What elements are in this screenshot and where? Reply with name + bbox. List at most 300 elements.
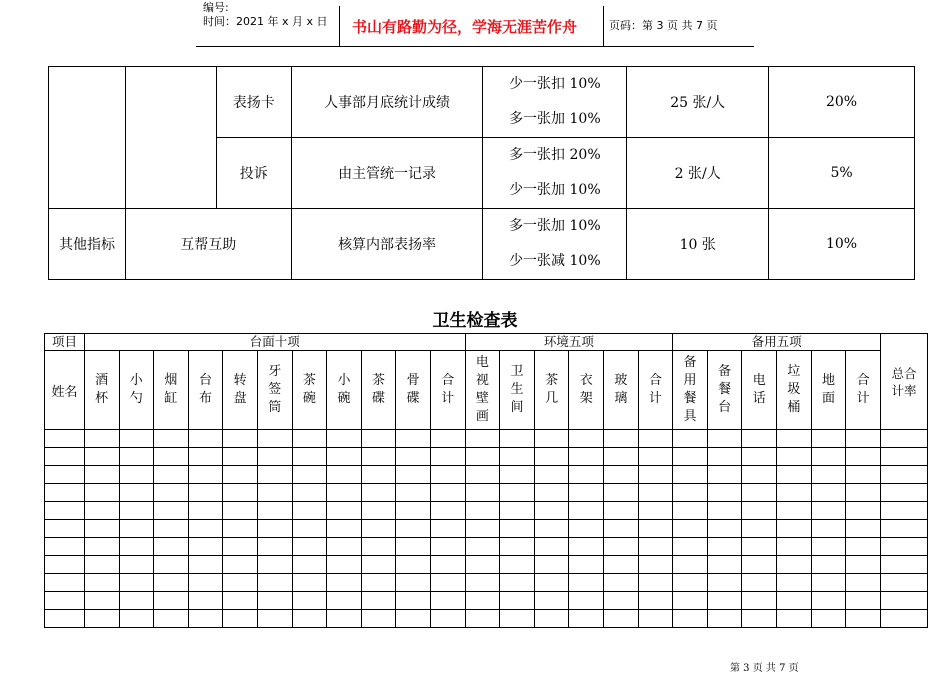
table-cell[interactable] xyxy=(396,466,431,484)
table-cell[interactable] xyxy=(569,448,604,466)
table-cell[interactable] xyxy=(361,556,396,574)
table-cell[interactable] xyxy=(361,430,396,448)
table-cell[interactable] xyxy=(223,502,258,520)
table-cell[interactable] xyxy=(45,610,85,628)
table-cell[interactable] xyxy=(638,556,673,574)
table-cell[interactable] xyxy=(327,610,362,628)
table-cell[interactable] xyxy=(84,538,119,556)
table-cell[interactable] xyxy=(742,556,777,574)
table-cell[interactable] xyxy=(154,610,189,628)
table-cell[interactable] xyxy=(777,520,812,538)
table-cell[interactable] xyxy=(534,574,569,592)
table-cell[interactable] xyxy=(604,430,639,448)
table-cell[interactable] xyxy=(327,520,362,538)
table-cell[interactable] xyxy=(742,610,777,628)
table-row xyxy=(49,67,915,138)
table-cell[interactable] xyxy=(327,430,362,448)
table-cell[interactable] xyxy=(292,430,327,448)
table-cell[interactable] xyxy=(638,610,673,628)
table-row xyxy=(45,520,928,538)
table-cell[interactable] xyxy=(84,592,119,610)
table-cell[interactable] xyxy=(534,610,569,628)
table-cell[interactable] xyxy=(292,502,327,520)
table-cell[interactable] xyxy=(707,592,742,610)
table-cell[interactable] xyxy=(257,448,292,466)
table-cell[interactable] xyxy=(396,520,431,538)
table-cell[interactable] xyxy=(742,574,777,592)
table-cell[interactable] xyxy=(707,466,742,484)
table-cell[interactable] xyxy=(361,520,396,538)
table-cell[interactable] xyxy=(396,556,431,574)
table-cell[interactable] xyxy=(430,538,465,556)
table-cell[interactable] xyxy=(811,466,846,484)
table-cell[interactable] xyxy=(84,556,119,574)
table-cell[interactable] xyxy=(777,592,812,610)
table-cell[interactable] xyxy=(465,466,500,484)
table-cell[interactable] xyxy=(673,538,708,556)
table-cell[interactable] xyxy=(45,520,85,538)
column-header-text: 衣架 xyxy=(579,373,593,406)
table-cell[interactable] xyxy=(154,592,189,610)
table-cell[interactable] xyxy=(257,520,292,538)
table-cell[interactable] xyxy=(534,448,569,466)
table-cell[interactable] xyxy=(292,592,327,610)
table-cell[interactable] xyxy=(292,538,327,556)
table-cell[interactable] xyxy=(465,484,500,502)
table-cell[interactable] xyxy=(119,484,154,502)
table-cell[interactable] xyxy=(534,502,569,520)
table-cell[interactable] xyxy=(673,466,708,484)
table-cell[interactable] xyxy=(188,502,223,520)
column-header xyxy=(361,351,396,430)
table-cell[interactable] xyxy=(569,610,604,628)
table-cell[interactable] xyxy=(673,502,708,520)
table-cell[interactable] xyxy=(188,556,223,574)
column-header-text: 电话 xyxy=(752,373,766,406)
table-cell[interactable] xyxy=(811,502,846,520)
table-cell[interactable] xyxy=(465,556,500,574)
table-cell[interactable] xyxy=(465,574,500,592)
table-cell[interactable] xyxy=(673,574,708,592)
table-cell[interactable] xyxy=(257,538,292,556)
table-cell[interactable] xyxy=(500,466,535,484)
table-cell[interactable] xyxy=(327,448,362,466)
group-header: 备用五项 xyxy=(673,334,881,351)
table-cell[interactable] xyxy=(500,556,535,574)
table-cell[interactable] xyxy=(430,574,465,592)
table-cell[interactable] xyxy=(396,448,431,466)
table-cell[interactable] xyxy=(327,592,362,610)
table-cell[interactable] xyxy=(257,430,292,448)
table-cell[interactable] xyxy=(534,538,569,556)
table-cell[interactable] xyxy=(846,484,881,502)
table-cell[interactable] xyxy=(188,610,223,628)
table-cell[interactable] xyxy=(465,610,500,628)
table-cell[interactable] xyxy=(604,502,639,520)
table-cell[interactable] xyxy=(361,538,396,556)
table-cell[interactable] xyxy=(880,430,927,448)
table-cell: 互帮互助 xyxy=(125,209,291,280)
table-cell[interactable] xyxy=(880,466,927,484)
table-cell[interactable] xyxy=(638,484,673,502)
table-cell[interactable] xyxy=(604,520,639,538)
table-cell[interactable] xyxy=(257,466,292,484)
table-cell[interactable] xyxy=(880,592,927,610)
table-cell[interactable] xyxy=(500,592,535,610)
table-cell[interactable] xyxy=(500,502,535,520)
table-cell[interactable] xyxy=(430,520,465,538)
column-header xyxy=(223,351,258,430)
table-cell[interactable] xyxy=(119,466,154,484)
table-cell[interactable] xyxy=(742,448,777,466)
table-cell[interactable] xyxy=(327,466,362,484)
table-cell[interactable] xyxy=(500,520,535,538)
table-cell[interactable] xyxy=(846,574,881,592)
table-cell[interactable] xyxy=(811,556,846,574)
table-cell[interactable] xyxy=(430,484,465,502)
table-cell[interactable] xyxy=(604,574,639,592)
table-cell[interactable] xyxy=(465,520,500,538)
table-cell[interactable] xyxy=(604,448,639,466)
table-cell[interactable] xyxy=(846,448,881,466)
table-cell[interactable] xyxy=(604,466,639,484)
table-cell[interactable] xyxy=(777,448,812,466)
table-cell[interactable] xyxy=(188,430,223,448)
table-cell[interactable] xyxy=(188,466,223,484)
table-cell[interactable] xyxy=(742,484,777,502)
table-cell[interactable] xyxy=(119,556,154,574)
group-header: 台面十项 xyxy=(84,334,465,351)
table-cell[interactable] xyxy=(154,538,189,556)
table-cell[interactable] xyxy=(777,556,812,574)
table-cell[interactable] xyxy=(880,448,927,466)
table-cell[interactable] xyxy=(500,484,535,502)
table-cell[interactable] xyxy=(880,574,927,592)
table-cell[interactable] xyxy=(707,502,742,520)
table-cell[interactable] xyxy=(742,538,777,556)
table-row xyxy=(45,430,928,448)
table-cell[interactable] xyxy=(154,466,189,484)
table-cell[interactable] xyxy=(880,556,927,574)
table-cell[interactable] xyxy=(846,430,881,448)
table-cell[interactable] xyxy=(119,430,154,448)
table-cell[interactable] xyxy=(534,466,569,484)
table-cell[interactable] xyxy=(638,430,673,448)
table-cell[interactable] xyxy=(846,502,881,520)
table-cell[interactable] xyxy=(846,520,881,538)
table-cell[interactable] xyxy=(638,520,673,538)
table-cell[interactable] xyxy=(257,502,292,520)
table-cell[interactable] xyxy=(500,448,535,466)
column-header-text: 电视壁画 xyxy=(475,355,489,424)
table-cell[interactable] xyxy=(534,520,569,538)
table-cell[interactable] xyxy=(569,556,604,574)
table-cell[interactable] xyxy=(673,448,708,466)
table-cell[interactable] xyxy=(45,556,85,574)
table-row xyxy=(45,574,928,592)
table-cell[interactable] xyxy=(154,430,189,448)
table-cell[interactable] xyxy=(154,448,189,466)
table-cell[interactable] xyxy=(361,502,396,520)
table-cell[interactable] xyxy=(430,430,465,448)
table-cell[interactable] xyxy=(846,556,881,574)
table-cell[interactable] xyxy=(707,556,742,574)
table-cell[interactable] xyxy=(223,574,258,592)
table-cell[interactable] xyxy=(604,592,639,610)
table-cell[interactable] xyxy=(327,574,362,592)
table-cell[interactable] xyxy=(257,592,292,610)
table-cell[interactable] xyxy=(777,484,812,502)
table-cell[interactable] xyxy=(465,502,500,520)
table-cell[interactable] xyxy=(188,574,223,592)
table-cell[interactable] xyxy=(673,592,708,610)
table-cell[interactable] xyxy=(223,466,258,484)
table-cell[interactable] xyxy=(880,502,927,520)
table-cell[interactable] xyxy=(430,610,465,628)
table-cell[interactable] xyxy=(84,520,119,538)
table-cell[interactable] xyxy=(534,484,569,502)
header-rule xyxy=(196,46,754,47)
column-header-text: 酒杯 xyxy=(95,373,109,406)
table-cell[interactable] xyxy=(361,610,396,628)
table-cell[interactable] xyxy=(604,538,639,556)
table-cell[interactable] xyxy=(673,556,708,574)
table-cell[interactable] xyxy=(84,484,119,502)
table-cell[interactable] xyxy=(257,484,292,502)
table-cell[interactable] xyxy=(396,610,431,628)
table-cell[interactable] xyxy=(45,502,85,520)
table-cell[interactable] xyxy=(742,520,777,538)
table-cell[interactable] xyxy=(777,574,812,592)
table-cell[interactable] xyxy=(534,556,569,574)
hygiene-table xyxy=(44,333,928,628)
table-cell[interactable] xyxy=(500,430,535,448)
table-cell[interactable] xyxy=(569,520,604,538)
table-cell[interactable] xyxy=(223,484,258,502)
table-cell[interactable] xyxy=(811,520,846,538)
table-cell[interactable] xyxy=(638,538,673,556)
table-cell[interactable] xyxy=(673,430,708,448)
table-cell[interactable] xyxy=(707,430,742,448)
table-cell[interactable] xyxy=(707,610,742,628)
table-cell[interactable] xyxy=(327,538,362,556)
table-cell[interactable] xyxy=(361,448,396,466)
table-row xyxy=(45,556,928,574)
column-header-text: 骨碟 xyxy=(406,373,420,406)
table-cell[interactable] xyxy=(223,430,258,448)
table-cell[interactable] xyxy=(880,610,927,628)
table-cell[interactable] xyxy=(223,556,258,574)
table-cell[interactable] xyxy=(534,430,569,448)
table-cell[interactable] xyxy=(45,574,85,592)
table-cell[interactable] xyxy=(742,430,777,448)
table-cell[interactable] xyxy=(880,538,927,556)
table-cell[interactable] xyxy=(465,538,500,556)
table-cell[interactable] xyxy=(154,502,189,520)
table-cell[interactable] xyxy=(188,592,223,610)
table-cell[interactable] xyxy=(534,592,569,610)
table-cell[interactable] xyxy=(638,466,673,484)
table-cell[interactable] xyxy=(119,574,154,592)
table-cell[interactable] xyxy=(430,502,465,520)
table-cell[interactable] xyxy=(84,610,119,628)
table-cell[interactable] xyxy=(257,556,292,574)
table-cell[interactable] xyxy=(500,610,535,628)
table-cell[interactable] xyxy=(465,592,500,610)
table-cell[interactable] xyxy=(361,466,396,484)
table-cell[interactable] xyxy=(880,520,927,538)
table-cell[interactable] xyxy=(430,556,465,574)
table-cell[interactable] xyxy=(223,448,258,466)
table-cell[interactable] xyxy=(188,448,223,466)
table-cell[interactable] xyxy=(811,592,846,610)
table-cell[interactable] xyxy=(154,520,189,538)
column-header xyxy=(638,351,673,430)
table-cell[interactable] xyxy=(84,466,119,484)
table-cell[interactable] xyxy=(707,448,742,466)
table-cell[interactable] xyxy=(777,610,812,628)
table-cell[interactable] xyxy=(846,538,881,556)
table-cell[interactable] xyxy=(742,592,777,610)
table-cell[interactable] xyxy=(396,538,431,556)
table-cell[interactable] xyxy=(119,610,154,628)
table-cell[interactable] xyxy=(292,520,327,538)
table-cell[interactable] xyxy=(846,592,881,610)
table-cell[interactable] xyxy=(45,484,85,502)
table-cell[interactable] xyxy=(604,484,639,502)
table-cell[interactable] xyxy=(119,520,154,538)
table-cell[interactable] xyxy=(119,538,154,556)
table-cell[interactable] xyxy=(84,430,119,448)
table-cell[interactable] xyxy=(846,610,881,628)
group-header-row xyxy=(45,334,928,351)
table-cell[interactable] xyxy=(880,484,927,502)
table-cell[interactable] xyxy=(257,574,292,592)
column-header-text: 备餐台 xyxy=(718,364,732,415)
table-cell[interactable] xyxy=(188,484,223,502)
table-cell[interactable] xyxy=(327,484,362,502)
table-cell[interactable] xyxy=(707,520,742,538)
table-row xyxy=(45,592,928,610)
table-cell[interactable] xyxy=(45,466,85,484)
table-cell[interactable] xyxy=(361,592,396,610)
table-cell[interactable] xyxy=(707,538,742,556)
table-cell[interactable] xyxy=(45,448,85,466)
table-cell[interactable] xyxy=(811,484,846,502)
table-cell[interactable] xyxy=(742,502,777,520)
table-cell[interactable] xyxy=(119,592,154,610)
table-cell[interactable] xyxy=(638,502,673,520)
table-cell[interactable] xyxy=(500,574,535,592)
table-cell[interactable] xyxy=(84,448,119,466)
table-cell[interactable] xyxy=(292,610,327,628)
table-cell[interactable] xyxy=(777,538,812,556)
table-cell[interactable] xyxy=(45,538,85,556)
table-cell[interactable] xyxy=(292,574,327,592)
table-cell[interactable] xyxy=(430,592,465,610)
table-cell[interactable] xyxy=(673,520,708,538)
table-cell[interactable] xyxy=(327,556,362,574)
table-cell[interactable] xyxy=(396,592,431,610)
table-cell[interactable] xyxy=(569,466,604,484)
table-cell[interactable] xyxy=(223,610,258,628)
table-cell[interactable] xyxy=(569,502,604,520)
table-cell[interactable] xyxy=(396,430,431,448)
column-header xyxy=(292,351,327,430)
table-cell[interactable] xyxy=(119,448,154,466)
table-cell[interactable] xyxy=(604,610,639,628)
table-cell[interactable] xyxy=(327,502,362,520)
table-cell[interactable] xyxy=(569,538,604,556)
table-cell[interactable] xyxy=(188,520,223,538)
table-cell[interactable] xyxy=(45,430,85,448)
table-cell[interactable] xyxy=(45,592,85,610)
table-cell[interactable] xyxy=(292,556,327,574)
table-cell[interactable] xyxy=(84,574,119,592)
table-cell[interactable] xyxy=(154,484,189,502)
table-cell[interactable] xyxy=(569,484,604,502)
table-cell[interactable] xyxy=(811,574,846,592)
table-cell[interactable] xyxy=(811,610,846,628)
table-cell[interactable] xyxy=(811,430,846,448)
table-cell[interactable] xyxy=(569,430,604,448)
table-cell[interactable] xyxy=(569,592,604,610)
serial-label: 编号: xyxy=(203,1,229,14)
table-cell[interactable] xyxy=(292,448,327,466)
table-cell[interactable] xyxy=(292,484,327,502)
table-cell[interactable] xyxy=(396,484,431,502)
table-cell[interactable] xyxy=(465,448,500,466)
table-cell[interactable] xyxy=(223,520,258,538)
table-cell[interactable] xyxy=(638,592,673,610)
table-cell[interactable] xyxy=(257,610,292,628)
table-cell[interactable] xyxy=(707,484,742,502)
table-cell[interactable] xyxy=(777,502,812,520)
table-cell[interactable] xyxy=(638,574,673,592)
table-cell[interactable] xyxy=(84,502,119,520)
table-cell[interactable] xyxy=(500,538,535,556)
rule-text: 少一张扣 10% xyxy=(509,76,601,92)
table-cell[interactable] xyxy=(777,466,812,484)
table-cell[interactable] xyxy=(119,502,154,520)
table-cell[interactable] xyxy=(154,556,189,574)
table-cell[interactable] xyxy=(188,538,223,556)
table-cell[interactable] xyxy=(846,466,881,484)
table-cell[interactable] xyxy=(777,430,812,448)
table-cell[interactable] xyxy=(811,538,846,556)
table-cell[interactable] xyxy=(396,574,431,592)
table-cell[interactable] xyxy=(673,484,708,502)
table-cell[interactable] xyxy=(811,448,846,466)
table-cell[interactable] xyxy=(465,430,500,448)
table-cell[interactable] xyxy=(223,538,258,556)
table-cell[interactable] xyxy=(430,448,465,466)
table-cell[interactable] xyxy=(673,610,708,628)
table-cell[interactable] xyxy=(569,574,604,592)
table-cell[interactable] xyxy=(223,592,258,610)
table-cell[interactable] xyxy=(430,466,465,484)
table-cell[interactable] xyxy=(361,484,396,502)
table-cell[interactable] xyxy=(707,574,742,592)
table-cell[interactable] xyxy=(604,556,639,574)
table-cell[interactable] xyxy=(292,466,327,484)
table-cell[interactable] xyxy=(396,502,431,520)
column-header xyxy=(534,351,569,430)
table-cell[interactable] xyxy=(361,574,396,592)
table-cell[interactable] xyxy=(742,466,777,484)
table-cell[interactable] xyxy=(638,448,673,466)
table-cell[interactable] xyxy=(154,574,189,592)
